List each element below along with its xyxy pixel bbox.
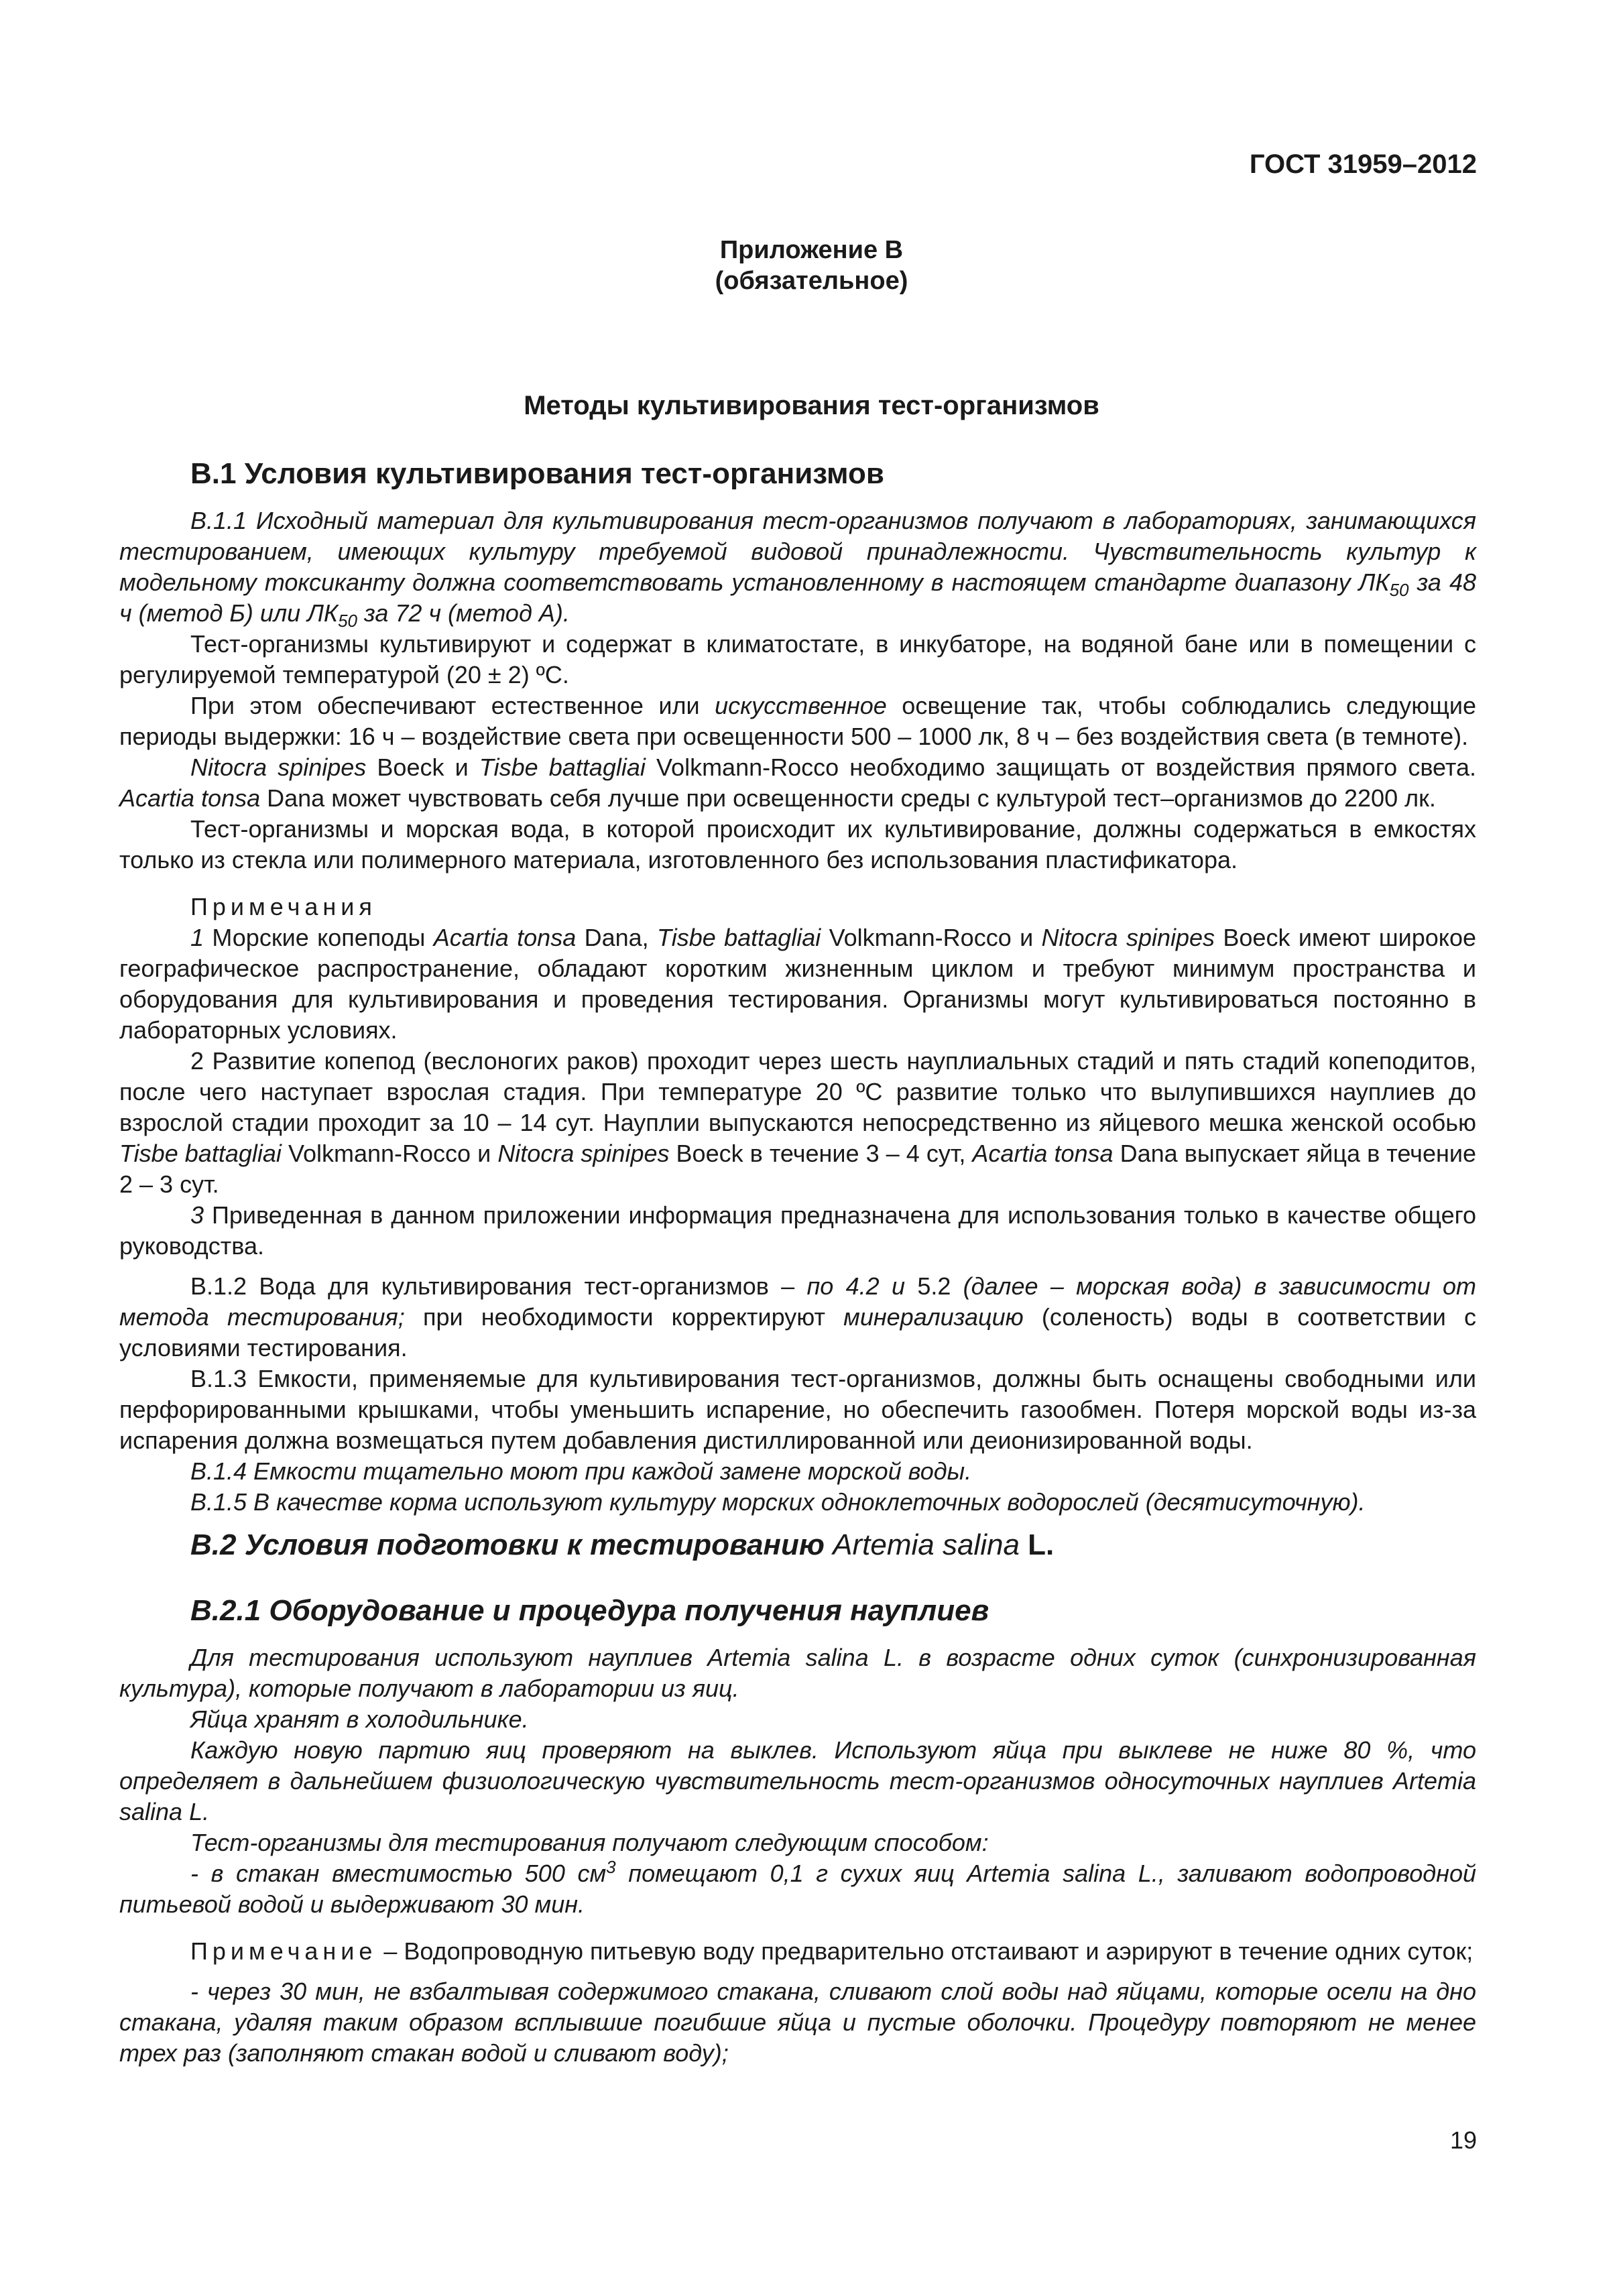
paragraph-b21-6: - через 30 мин, не взбалтывая содержимого стакана, сливают слой воды над яйцами, которые осели на дно стакана, удаляя таким образом всплывшие погибшие яйца и пустые оболочки. Процедуру повторяют не менее трех раз (заполняют стакан водой и сливают воду); bbox=[119, 1978, 1476, 2067]
paragraph-b21-1: Для тестирования используют науплиев Artemia salina L. в возрасте одних суток (синхронизированная культура), которые получают в лаборатории из яиц. bbox=[119, 1644, 1476, 1702]
section-heading-b2: В.2 Условия подготовки к тестированию Artemia salina L. bbox=[190, 1528, 1055, 1561]
document-code: ГОСТ 31959–2012 bbox=[1249, 149, 1477, 179]
annex-title: Приложение В bbox=[719, 236, 904, 264]
paragraph-b21-3: Каждую новую партию яиц проверяют на выклев. Используют яйца при выклеве не ниже 80 %, что определяет в дальнейшем физиологическую чувствительность тест-организмов односуточных науплиев Artemia salina L. bbox=[119, 1736, 1476, 1825]
note-3: 3 Приведенная в данном приложении информация предназначена для использования только в качестве общего руководства. bbox=[119, 1201, 1476, 1260]
paragraph-b1-2: Тест-организмы культивируют и содержат в климатостате, в инкубаторе, на водяной бане или в помещении с регулируемой температурой (20 ± 2) ºС. bbox=[119, 630, 1476, 688]
paragraph-b1-2-water: В.1.2 Вода для культивирования тест-организмов – по 4.2 и 5.2 (далее – морская вода) в зависимости от метода тестирования; при необходимости корректируют минерализацию (соленость) воды в соответствии с условиями тестирования. bbox=[119, 1272, 1476, 1362]
page-number: 19 bbox=[1449, 2126, 1477, 2154]
annex-status: (обязательное) bbox=[715, 267, 908, 295]
document-body bbox=[119, 456, 1476, 2069]
paragraph-b1-1: В.1.1 Исходный материал для культивирования тест-организмов получают в лабораториях, занимающихся тестированием, имеющих культуру требуемой видовой принадлежности. Чувствительность культур к модельному токсиканту должна соответствовать установленному в настоящем стандарте диапазону $ЛК_{50}$ за 48 ч (метод Б) или $ЛК_{50}$ за 72 ч (метод А). bbox=[119, 507, 1476, 631]
paragraph-b1-3: При этом обеспечивают естественное или искусственное освещение так, чтобы соблюдались следующие периоды выдержки: 16 ч – воздействие света при освещенности 500 – 1000 лк, 8 ч – без воздействия света (в темноте). bbox=[119, 692, 1476, 750]
note-water: Примечание – Водопроводную питьевую воду предварительно отстаивают и аэрируют в течение одних суток; bbox=[190, 1937, 1474, 1965]
paragraph-b1-4-washing: В.1.4 Емкости тщательно моют при каждой замене морской воды. bbox=[190, 1457, 972, 1485]
main-title: Методы культивирования тест-организмов bbox=[524, 391, 1099, 420]
annex-heading bbox=[0, 235, 1623, 296]
note-1: 1 Морские копеподы Acartia tonsa Dana, Tisbe battagliai Volkmann-Rocco и Nitocra spinipes Boeck имеют широкое географическое распространение, обладают коротким жизненным циклом и требуют минимум пространства и оборудования для культивирования и проведения тестирования. Организмы могут культивироваться постоянно в лабораторных условиях. bbox=[119, 924, 1476, 1044]
paragraph-b1-3-vessels: В.1.3 Емкости, применяемые для культивирования тест-организмов, должны быть оснащены свободными или перфорированными крышками, чтобы уменьшить испарение, но обеспечить газообмен. Потеря морской воды из-за испарения должна возмещаться путем добавления дистиллированной или деионизированной воды. bbox=[119, 1365, 1476, 1454]
notes-label: Примечания bbox=[190, 893, 377, 920]
paragraph-b1-4: Nitocra spinipes Boeck и Tisbe battagliai Volkmann-Rocco необходимо защищать от воздействия прямого света. Acartia tonsa Dana может чувствовать себя лучше при освещенности среды с культурой тест–организмов до 2200 лк. bbox=[119, 753, 1476, 812]
paragraph-b21-5: - в стакан вместимостью 500 $см^3$ помещают 0,1 г сухих яиц Artemia salina L., заливают водопроводной питьевой водой и выдерживают 30 мин. bbox=[119, 1857, 1477, 1918]
paragraph-b1-5-feed: В.1.5 В качестве корма используют культуру морских одноклеточных водорослей (десятисуточную). bbox=[190, 1488, 1366, 1516]
paragraph-b21-4: Тест-организмы для тестирования получают следующим способом: bbox=[190, 1829, 989, 1856]
note-2: 2 Развитие копепод (веслоногих раков) проходит через шесть науплиальных стадий и пять стадий копеподитов, после чего наступает взрослая стадия. При температуре 20 ºС развитие только что вылупившихся науплиев до взрослой стадии проходит за 10 – 14 сут. Науплии выпускаются непосредственно из яйцевого мешка женской особью Tisbe battagliai Volkmann-Rocco и Nitocra spinipes Boeck в течение 3 – 4 сут, Acartia tonsa Dana выпускает яйца в течение 2 – 3 сут. bbox=[119, 1047, 1476, 1198]
section-heading-b21: В.2.1 Оборудование и процедура получения науплиев bbox=[190, 1594, 989, 1627]
section-heading-b1: В.1 Условия культивирования тест-организмов bbox=[190, 457, 884, 490]
paragraph-b1-5: Тест-организмы и морская вода, в которой происходит их культивирование, должны содержаться в емкостях только из стекла или полимерного материала, изготовленного без использования пластификатора. bbox=[119, 815, 1476, 873]
paragraph-b21-2: Яйца хранят в холодильнике. bbox=[190, 1705, 529, 1733]
